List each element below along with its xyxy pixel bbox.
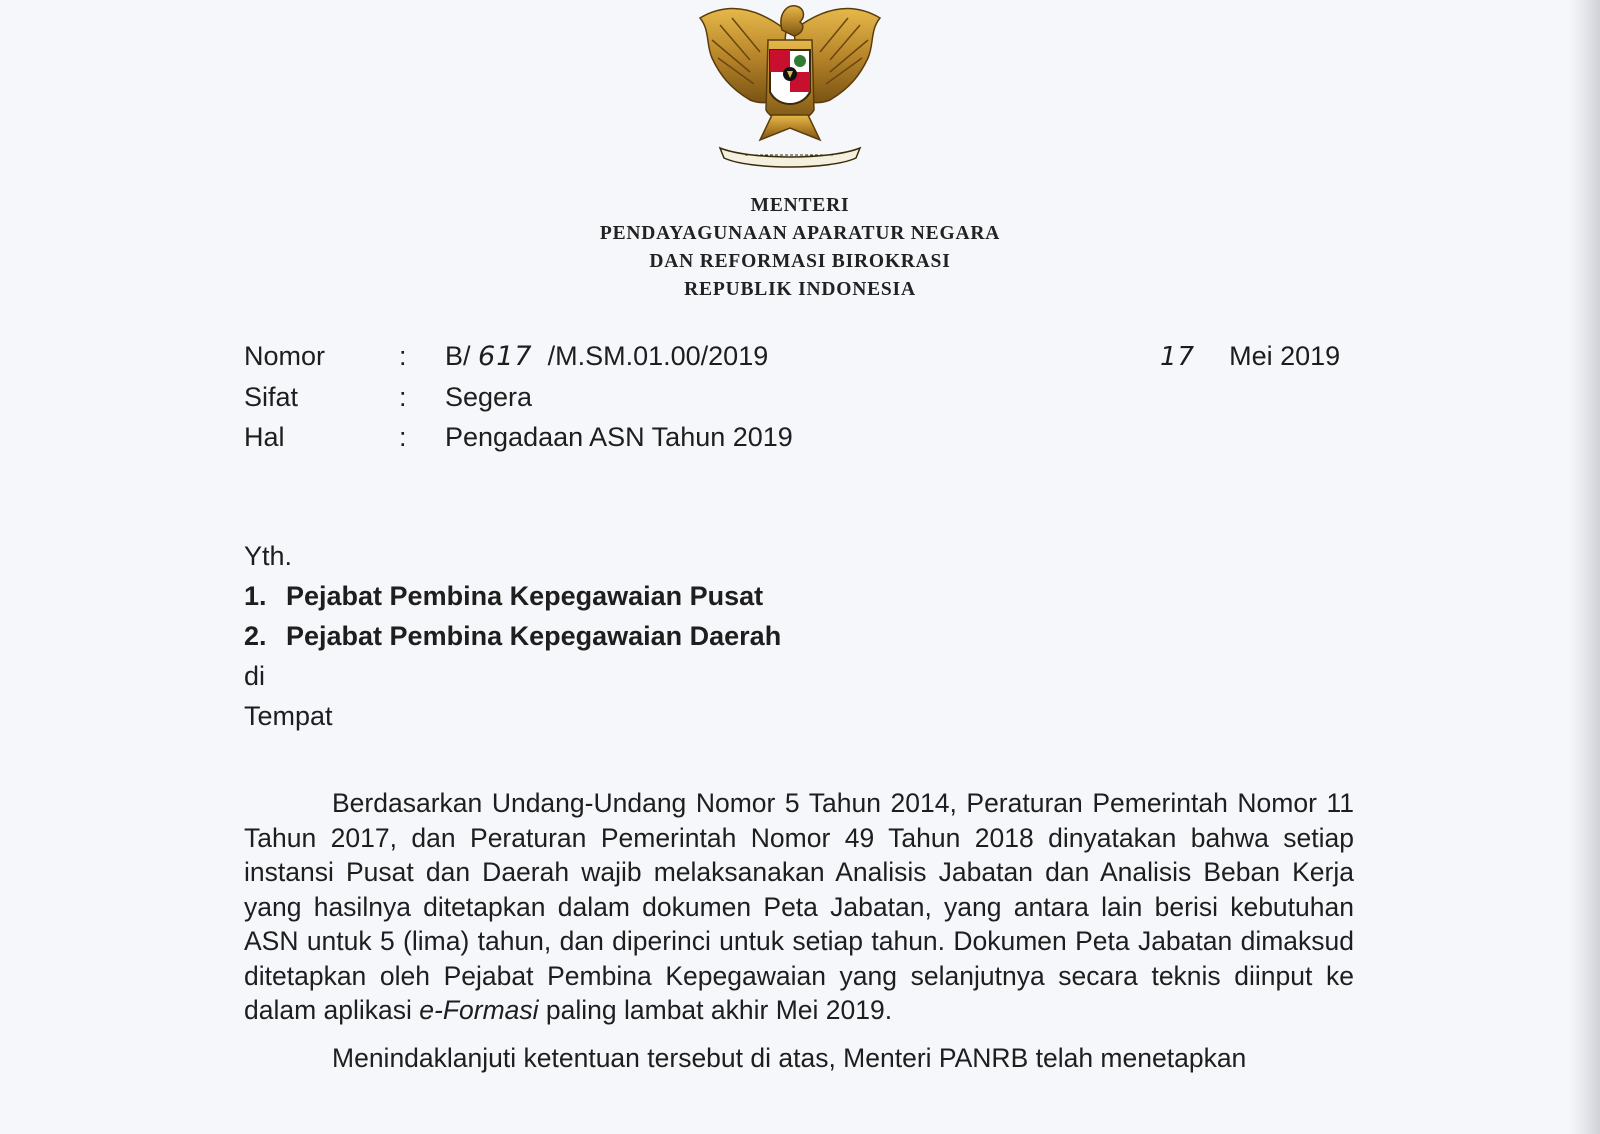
nomor-handwritten: 617 [478,341,533,372]
colon: : [399,341,407,371]
letterhead-line: MENTERI [750,195,850,216]
recipient-address [244,536,781,736]
address-di: di [244,661,266,691]
nomor-label: Nomor [244,341,326,371]
letterhead-title [0,192,1600,304]
sifat-value: Segera [445,382,533,412]
letter-date [1160,336,1340,377]
letter-body [244,786,1354,1088]
body-paragraph: Menindaklanjuti ketentuan tersebut di atas, Menteri PANRB telah menetapkan [332,1042,1247,1073]
date-day-handwritten: 17 [1160,342,1196,372]
sifat-label: Sifat [244,382,299,412]
app-name: e-Formasi [419,995,539,1025]
meta-row-sifat [244,377,793,417]
date-month-year: Mei 2019 [1229,341,1341,371]
meta-row-hal [244,417,793,457]
colon: : [399,422,407,452]
nomor-prefix: B/ [445,341,471,371]
nomor-suffix: /M.SM.01.00/2019 [547,341,769,371]
letterhead-line: DAN REFORMASI BIROKRASI [649,251,951,272]
recipient-item [244,576,781,616]
hal-value: Pengadaan ASN Tahun 2019 [445,422,793,452]
nomor-value [445,336,768,377]
letterhead-line: PENDAYAGUNAAN APARATUR NEGARA [599,223,1001,244]
recipient-number: 2. [244,621,267,651]
address-tempat: Tempat [244,701,333,731]
hal-label: Hal [244,422,285,452]
recipient-name: Pejabat Pembina Kepegawaian Pusat [286,581,764,611]
recipient-item [244,616,781,656]
salutation: Yth. [244,541,293,571]
paragraph-text: Berdasarkan Undang-Undang Nomor 5 Tahun 2014, Peraturan Pemerintah Nomor 11 Tahun 2017, dan Peraturan Pemerintah Nomor 49 Tahun 2018 dinyatakan bahwa setiap instansi Pusat dan Daerah wajib melaksanakan Analisis Jabatan dan Analisis Beban Kerja yang hasilnya ditetapkan dalam dokumen Peta Jabatan, yang antara lain berisi kebutuhan ASN untuk 5 (lima) tahun, dan diperinci untuk setiap tahun. Dokumen Peta Jabatan dimaksud ditetapkan oleh Pejabat Pembina Kepegawaian yang selanjutnya secara teknis diinput ke dalam aplikasi [244,788,1354,1025]
colon: : [399,382,407,412]
recipient-number: 1. [244,581,267,611]
body-paragraph [244,786,1354,1028]
recipient-name: Pejabat Pembina Kepegawaian Daerah [286,621,782,651]
garuda-emblem-icon [690,0,890,175]
meta-row-nomor [244,336,793,377]
letter-meta [244,336,793,457]
paragraph-text: paling lambat akhir Mei 2019. [538,995,893,1025]
page-edge-shadow [1570,0,1600,1134]
letterhead-line: REPUBLIK INDONESIA [684,279,916,300]
